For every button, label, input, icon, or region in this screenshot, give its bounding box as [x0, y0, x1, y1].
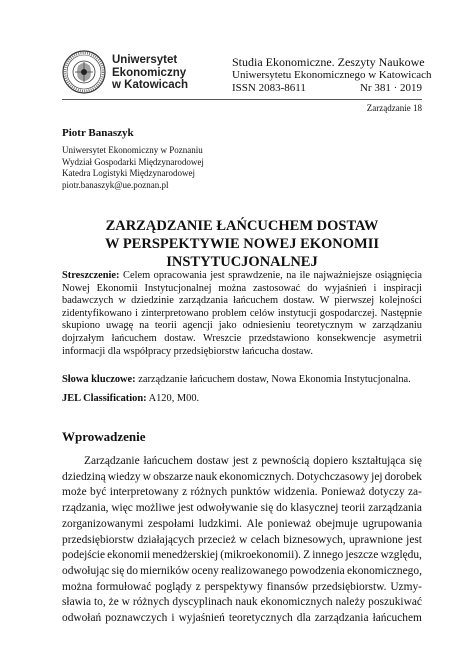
- body-word: innego: [312, 549, 344, 562]
- body-word: Ale: [246, 517, 263, 530]
- affiliation-line: Uniwersytet Ekonomiczny w Poznaniu: [62, 145, 203, 155]
- journal-title: Studia Ekonomiczne. Zeszyty Naukowe: [232, 55, 425, 69]
- body-word: dla: [296, 612, 311, 625]
- body-word: z: [182, 486, 188, 499]
- keywords: [62, 374, 411, 385]
- body-word: zespołami: [147, 517, 195, 530]
- journal-subtitle: Uniwersytetu Ekonomicznego w Katowicach: [232, 69, 432, 81]
- body-word: do: [276, 502, 288, 515]
- body-word: ekonomicznych: [260, 596, 333, 609]
- body-word: rządzania,: [62, 502, 109, 515]
- body-line: [62, 595, 422, 611]
- body-word: nauk: [195, 470, 218, 483]
- body-word: powodzenia: [289, 564, 345, 577]
- abstract: [62, 270, 422, 358]
- body-word: Dotychczasowy: [296, 470, 370, 483]
- body-line: [62, 564, 422, 580]
- body-word: dopiero: [313, 455, 348, 467]
- body-word: ponieważ: [267, 517, 312, 530]
- body-word: że: [108, 596, 119, 609]
- body-line: [62, 454, 422, 470]
- body-word: działających: [137, 533, 195, 546]
- body-word: różnych: [132, 596, 170, 609]
- body-word: nauk: [235, 596, 258, 609]
- university-seal-icon: [62, 50, 106, 94]
- body-word: się: [111, 564, 125, 577]
- body-line: [62, 611, 422, 627]
- body-word: dorobek: [384, 470, 422, 483]
- body-word: interpretowany: [109, 486, 179, 499]
- author-affiliation: [62, 145, 204, 191]
- body-word: obszarze: [153, 470, 193, 483]
- body-word: za-: [407, 486, 422, 499]
- body-word: ekonomicznych.: [219, 470, 295, 483]
- jel-label: JEL Classification:: [62, 393, 147, 404]
- header-rule: [62, 99, 422, 100]
- body-word: należy: [335, 596, 366, 609]
- body-word: uprawnione: [348, 533, 403, 546]
- jel-classification: [62, 393, 199, 404]
- body-word: ekonomicznego,: [346, 564, 422, 577]
- university-name-line: Ekonomiczny: [112, 66, 187, 79]
- body-word: biznesowych,: [283, 533, 346, 546]
- body-word: z: [252, 455, 258, 467]
- body-word: względu,: [380, 549, 422, 562]
- body-word: jest: [406, 533, 422, 546]
- issn: ISSN 2083-8611: [232, 82, 306, 94]
- body-word: i: [171, 612, 175, 625]
- body-word: odwoływanie: [196, 502, 258, 515]
- abstract-text: Celem opracowania jest sprawdzenie, na ile najważniejsze osiągnięcia Nowej Ekonomii Instytucjonalnej można zastosować do wyjaśnień i inspiracji badawczych w dziedzinie zarządzania łańcuchem dostaw. W pierwszej kolejności zidentyfikowano i zinterpretowano problem celów instytucji gospodarczej. Następnie skupiono uwagę na teorii agencji jako odniesieniu teoretycznym w zarządzaniu dojrzałym łańcuchem dostaw. Wreszcie przedstawiono konsekwencje asymetrii informacji dla współpracy przedsiębiorstw łańcucha dostaw.: [62, 270, 422, 357]
- body-word: obejmuje: [315, 517, 359, 530]
- body-word: perspektywy: [204, 580, 263, 593]
- university-logo: [62, 50, 242, 100]
- body-word: Zarządzanie: [84, 455, 140, 467]
- body-word: można: [62, 580, 93, 593]
- body-word: zarządzania: [368, 502, 422, 515]
- author-email: piotr.banaszyk@ue.poznan.pl: [62, 179, 169, 190]
- body-word: jeszcze: [345, 549, 379, 562]
- body-word: klasycznej: [290, 502, 339, 515]
- body-word: łańcuchem: [143, 455, 193, 467]
- body-line: [62, 501, 422, 517]
- body-word: realizowanego: [221, 564, 288, 577]
- body-word: do: [126, 564, 138, 577]
- body-word: jej: [371, 470, 383, 483]
- university-name: [112, 54, 188, 92]
- affiliation-line: Wydział Gospodarki Międzynarodowej: [62, 156, 204, 167]
- body-word: wyjaśnień: [178, 612, 225, 625]
- body-word: ludzkimi.: [198, 517, 242, 530]
- body-word: to,: [94, 596, 106, 609]
- body-word: menedżerskiej: [152, 549, 219, 562]
- body-word: poglądy: [155, 580, 192, 593]
- body-word: więc: [111, 502, 133, 515]
- body-word: kształtująca: [351, 455, 406, 467]
- body-word: przecież: [197, 533, 236, 546]
- title-line: INSTYTUCJONALNEJ: [166, 254, 318, 270]
- jel-text: A120, M00.: [148, 393, 200, 404]
- body-word: jest: [232, 455, 249, 467]
- body-word: punktów: [230, 486, 271, 499]
- body-word: finansów: [266, 580, 309, 593]
- body-word: dziedziną: [62, 470, 106, 483]
- body-word: Uzmy-: [390, 580, 422, 593]
- body-word: mierników: [140, 564, 190, 577]
- section-heading: Wprowadzenie: [62, 429, 146, 444]
- body-word: poszukiwać: [368, 596, 422, 609]
- issue-number: Nr 381 · 2019: [359, 82, 422, 94]
- body-line: [62, 485, 422, 501]
- body-word: łańcuchem: [372, 612, 422, 625]
- body-word: pewnością: [261, 455, 310, 467]
- title-line: W PERSPEKTYWIE NOWEJ EKONOMII: [104, 236, 380, 252]
- body-word: ekonomii: [107, 549, 151, 562]
- body-word: widzenia.: [273, 486, 318, 499]
- body-word: dostaw: [196, 455, 229, 467]
- body-line: [62, 517, 422, 533]
- body-word: poznawczych: [105, 612, 168, 625]
- body-word: w: [239, 533, 248, 546]
- body-word: zarządzania: [314, 612, 369, 625]
- body-line: [62, 580, 422, 596]
- journal-info: [232, 55, 432, 95]
- body-word: z: [195, 580, 201, 593]
- body-word: jest: [177, 502, 194, 515]
- body-word: może: [62, 486, 87, 499]
- body-word: celach: [250, 533, 280, 546]
- body-line: [62, 470, 422, 486]
- body-word: być: [90, 486, 107, 499]
- body-word: przedsiębiorstw: [62, 533, 135, 546]
- body-word: przedsiębiorstw.: [312, 580, 387, 593]
- body-word: formułować: [96, 580, 152, 593]
- body-word: różnych: [190, 486, 228, 499]
- body-word: teorii: [341, 502, 366, 515]
- body-line: [62, 548, 422, 564]
- section-body: [62, 454, 422, 627]
- body-word: Ponieważ: [320, 486, 366, 499]
- body-word: możliwe: [135, 502, 175, 515]
- body-word: teoretycznych: [228, 612, 293, 625]
- body-word: się: [260, 502, 274, 515]
- author-name: Piotr Banaszyk: [62, 127, 134, 139]
- article-title: [62, 217, 422, 271]
- affiliation-line: Katedra Logistyki Międzynarodowej: [62, 168, 195, 179]
- body-word: sławia: [62, 596, 92, 609]
- body-word: dyscyplinach: [172, 596, 233, 609]
- article-code: Zarządzanie 18: [366, 103, 422, 113]
- university-name-line: w Katowicach: [112, 79, 189, 91]
- body-word: dotyczy: [368, 486, 405, 499]
- keywords-text: zarządzanie łańcuchem dostaw, Nowa Ekonomia Instytucjonalna.: [138, 374, 411, 385]
- body-word: odwołań: [62, 612, 102, 625]
- body-word: w: [142, 470, 151, 483]
- body-word: ugrupowania: [362, 517, 422, 530]
- body-word: podejście: [62, 549, 106, 562]
- abstract-label: Streszczenie:: [62, 270, 120, 281]
- body-word: Z: [303, 549, 311, 562]
- body-word: zorganizowanymi: [62, 517, 144, 530]
- university-name-line: Uniwersytet: [112, 54, 178, 66]
- body-word: oceny: [191, 564, 219, 577]
- body-word: (mikroekonomii).: [220, 549, 301, 562]
- body-word: w: [121, 596, 130, 609]
- body-line: [62, 533, 422, 549]
- body-word: się: [409, 455, 422, 467]
- body-word: wiedzy: [107, 470, 141, 483]
- title-line: ZARZĄDZANIE ŁAŃCUCHEM DOSTAW: [105, 218, 379, 234]
- body-word: odwołując: [62, 564, 110, 577]
- keywords-label: Słowa kluczowe:: [62, 374, 136, 385]
